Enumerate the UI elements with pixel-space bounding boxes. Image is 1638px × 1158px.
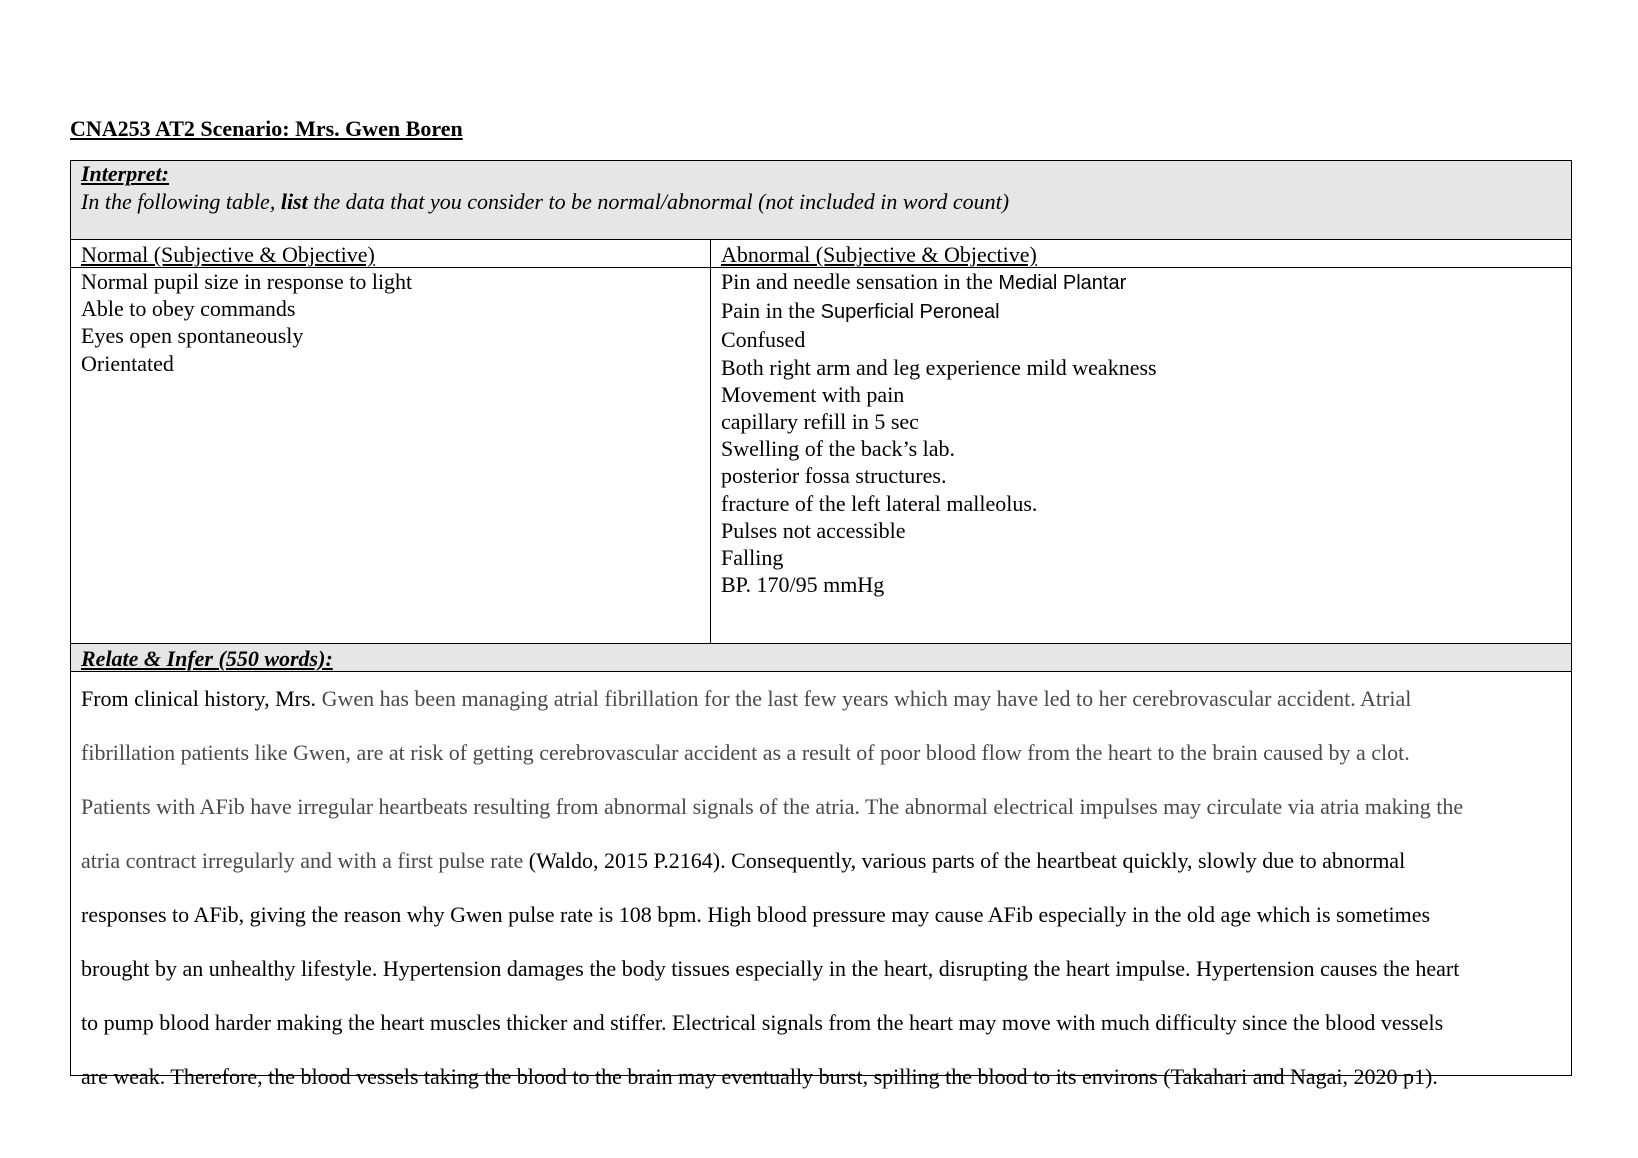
interpret-section: [71, 161, 1571, 240]
abnormal-finding: Both right arm and leg experience mild weakness: [721, 354, 1157, 380]
abnormal-finding: Movement with pain: [721, 381, 905, 407]
anatomical-term: Superficial Peroneal: [820, 301, 1000, 324]
normal-finding: Orientated: [81, 350, 174, 376]
relate-infer-body: [71, 672, 1571, 1104]
abnormal-column-header: Abnormal (Subjective & Objective): [721, 242, 1037, 267]
column-header-row: [71, 240, 1571, 268]
abnormal-finding: Swelling of the back’s lab.: [721, 436, 956, 462]
paragraph-text: (Waldo, 2015 P.2164). Consequently, various parts of the heartbeat quickly, slowly due to abnormal: [528, 848, 1406, 873]
paragraph-text: From clinical history, Mrs.: [81, 686, 322, 711]
assessment-table: [70, 160, 1572, 1089]
abnormal-finding: Falling: [721, 545, 784, 571]
finding-text: Pin and needle sensation in the: [721, 269, 999, 294]
instruction-keyword: list: [280, 189, 308, 214]
normal-column-header: Normal (Subjective & Objective): [81, 242, 375, 267]
abnormal-finding: Confused: [721, 327, 806, 353]
paragraph-line: fibrillation patients like Gwen, are at risk of getting cerebrovascular accident as a result of poor blood flow from the heart to the brain caused by a clot.: [81, 740, 1410, 765]
abnormal-finding: posterior fossa structures.: [721, 463, 947, 489]
abnormal-finding: BP. 170/95 mmHg: [721, 572, 885, 598]
paragraph-line: responses to AFib, giving the reason why Gwen pulse rate is 108 bpm. High blood pressure may cause AFib especially in the old age which is sometimes: [81, 902, 1431, 927]
abnormal-finding: [721, 297, 1563, 326]
normal-finding: Eyes open spontaneously: [81, 323, 304, 349]
abnormal-finding: capillary refill in 5 sec: [721, 409, 919, 435]
finding-text: Pain in the: [721, 298, 821, 324]
abnormal-finding: fracture of the left lateral malleolus.: [721, 490, 1038, 516]
instruction-text-start: In the following table,: [81, 189, 281, 214]
paragraph-line: [81, 672, 1561, 726]
paragraph-line: are weak. Therefore, the blood vessels taking the blood to the brain may eventually burst, spilling the blood to its environs (Takahari and Nagai, 2020 p1).: [81, 1064, 1438, 1089]
paragraph-text: Gwen has been managing atrial fibrillation for the last few years which may have led to her cerebrovascular accident. Atrial: [321, 686, 1412, 711]
abnormal-finding: Pulses not accessible: [721, 517, 906, 543]
paragraph-line: to pump blood harder making the heart muscles thicker and stiffer. Electrical signals from the heart may move with much difficulty since the blood vessels: [81, 1010, 1444, 1035]
interpret-heading: Interpret:: [81, 161, 169, 186]
relate-infer-heading: Relate & Infer (550 words):: [81, 646, 333, 671]
abnormal-findings-list: [711, 268, 1573, 643]
instruction-text-end: the data that you consider to be normal/abnormal (not included in word count): [307, 189, 1010, 214]
abnormal-finding: [721, 268, 1563, 297]
paragraph-line: brought by an unhealthy lifestyle. Hypertension damages the body tissues especially in the heart, disrupting the heart impulse. Hypertension causes the heart: [81, 956, 1460, 981]
paragraph-text: atria contract irregularly and with a first pulse rate: [81, 848, 529, 873]
normal-finding: Normal pupil size in response to light: [81, 269, 413, 294]
document-title: CNA253 AT2 Scenario: Mrs. Gwen Boren: [70, 116, 463, 141]
normal-finding: Able to obey commands: [81, 296, 296, 322]
interpret-instruction: [81, 187, 1561, 217]
paragraph-line: Patients with AFib have irregular heartbeats resulting from abnormal signals of the atria. The abnormal electrical impulses may circulate via atria making the: [81, 794, 1464, 819]
paragraph-line: [81, 834, 1561, 888]
relate-infer-section: [71, 643, 1571, 672]
normal-findings-list: [71, 268, 711, 643]
anatomical-term: Medial Plantar: [998, 272, 1127, 294]
